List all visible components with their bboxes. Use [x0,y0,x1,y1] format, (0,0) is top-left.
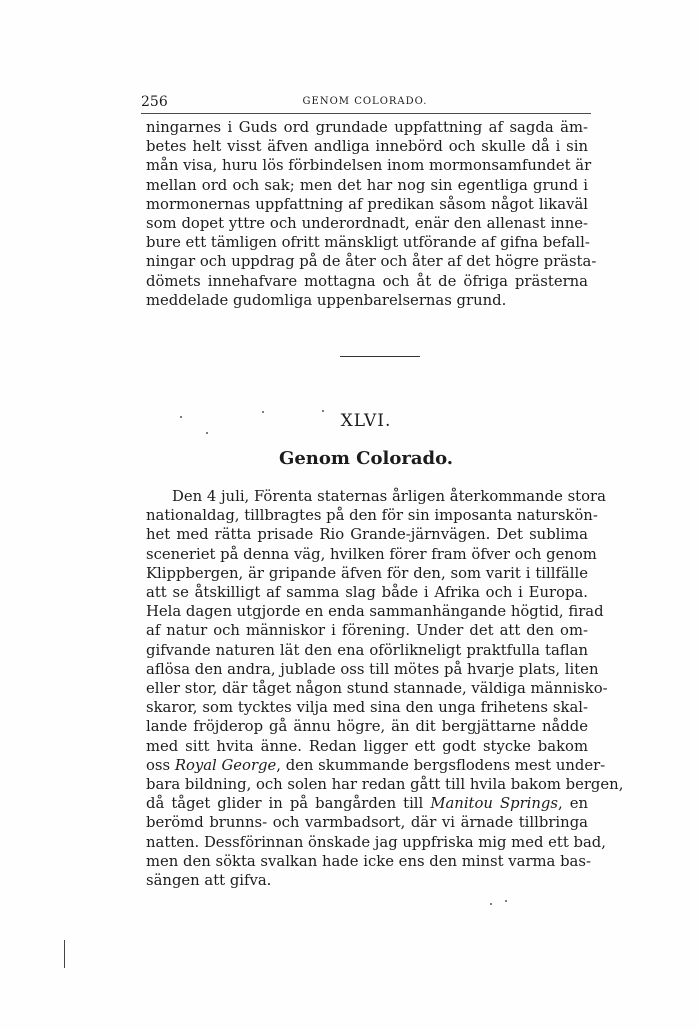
text-line: sceneriet på denna väg, hvilken förer fram öfver och genom [146,545,597,563]
text-line: ningarnes i Guds ord grundade uppfattning af sagda äm- [146,119,588,136]
text-line: berömd brunns- och varmbadsort, där vi ärnade tillbringa [146,814,588,832]
scan-speck [505,900,507,902]
text-line: Klippbergen, är gripande äfven för den, som varit i tillfälle [146,564,588,582]
scan-speck [206,432,208,434]
scan-speck [262,411,264,413]
section-divider [340,356,420,357]
scan-speck [322,410,324,412]
text-line: natten. Dessförinnan önskade jag uppfriska mig med ett bad, [146,833,606,851]
paragraph-2 [146,487,624,890]
text-line-manitou [146,794,588,813]
text-line: med sitt hvita änne. Redan ligger ett godt stycke bakom [146,737,588,755]
text-line: betes helt visst äfven andliga innebörd och skulle då i sin [146,138,588,156]
scan-speck [490,903,492,905]
text-line: aflösa den andra, jublade oss till mötes på hvarje plats, liten [146,660,599,678]
text-line: skaror, som tycktes vilja med sina den unga frihetens skal- [146,699,588,717]
text-line: dömets innehafvare mottagna och åt de öfriga prästerna [146,272,588,290]
text-line: ningar och uppdrag på de åter och åter af det högre prästa- [146,253,597,271]
place-name-manitou-springs: Manitou Springs [430,795,558,813]
text-line: het med rätta prisade Rio Grande-järnvägen. Det sublima [146,526,588,544]
text-line: som dopet yttre och underordnadt, enär den allenast inne- [146,215,588,233]
text-line: gifvande naturen lät den ena oförlikneligt praktfulla taflan [146,641,588,659]
page-number: 256 [141,94,168,110]
paragraph-1 [146,118,597,310]
text-line-royal-george [146,756,606,775]
text-line: bara bildning, och solen har redan gått till hvila bakom bergen, [146,776,624,794]
text-line: att se åtskilligt af samma slag både i Afrika och i Europa. [146,584,588,602]
chapter-number: XLVI. [340,411,392,431]
text-segment: då tåget glider in på bangården till [146,795,431,813]
page-header [141,92,589,112]
text-segment: oss [146,756,175,774]
margin-mark [64,940,65,968]
scan-speck [180,416,182,418]
chapter-title: Genom Colorado. [278,448,454,469]
text-line: mormonernas uppfattning af predikan såsom något likaväl [146,195,588,213]
text-line: Hela dagen utgjorde en enda sammanhängande högtid, firad [146,603,604,621]
text-segment: , den skummande bergsflodens mest under- [276,756,606,774]
text-line: af natur och människor i förening. Under det att den om- [146,622,588,640]
header-rule [141,113,591,114]
text-line: sängen att gifva. [146,872,272,890]
text-line: bure ett tämligen ofritt mänskligt utförande af gifna befall- [146,234,590,252]
text-line: mån visa, huru lös förbindelsen inom mormonsamfundet är [146,157,592,175]
text-line: meddelade gudomliga uppenbarelsernas grund. [146,291,507,309]
text-line: eller stor, där tåget någon stund stannade, väldiga människo- [146,680,608,698]
text-line: mellan ord och sak; men det har nog sin egentliga grund i [146,176,588,194]
text-segment: , en [557,795,588,813]
text-line: lande fröjderop gå ännu högre, än dit bergjättarne nådde [146,718,588,736]
train-name-royal-george: Royal George [174,756,277,774]
text-line: nationaldag, tillbragtes på den för sin imposanta naturskön- [146,507,598,525]
running-head: GENOM COLORADO. [302,96,428,107]
text-line: Den 4 juli, Förenta staternas årligen återkommande stora [172,488,606,505]
text-line: men den sökta svalkan hade icke ens den minst varma bas- [146,852,591,870]
